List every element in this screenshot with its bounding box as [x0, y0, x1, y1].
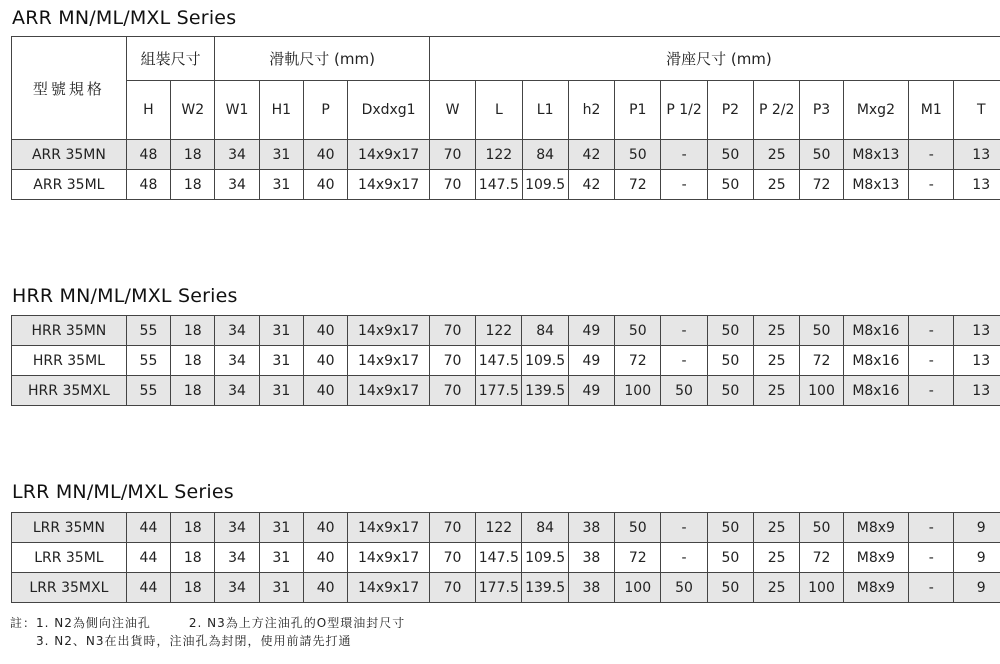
value-cell: 122	[476, 140, 522, 170]
value-cell: 25	[754, 376, 800, 406]
value-cell: 31	[259, 140, 303, 170]
value-cell: 100	[800, 376, 843, 406]
value-cell: 40	[303, 543, 347, 573]
value-cell: 31	[259, 346, 303, 376]
value-cell: 14x9x17	[348, 346, 430, 376]
value-cell: 25	[754, 346, 800, 376]
model-cell: LRR 35ML	[12, 543, 127, 573]
value-cell: 147.5	[476, 346, 522, 376]
value-cell: -	[909, 170, 954, 200]
value-cell: -	[909, 316, 954, 346]
value-cell: 70	[429, 543, 475, 573]
column-header: W2	[171, 81, 215, 140]
value-cell: 14x9x17	[348, 376, 430, 406]
value-cell: 18	[171, 346, 215, 376]
footnote-3: 3. N2、N3在出貨時，注油孔為封閉，使用前請先打通	[36, 634, 352, 648]
value-cell: -	[661, 170, 707, 200]
column-header: P 1/2	[661, 81, 707, 140]
value-cell: 25	[754, 543, 800, 573]
value-cell: 34	[215, 346, 259, 376]
model-cell: HRR 35MXL	[12, 376, 127, 406]
value-cell: 50	[800, 513, 843, 543]
value-cell: M8x13	[843, 140, 908, 170]
value-cell: 100	[615, 573, 661, 603]
model-cell: HRR 35ML	[12, 346, 127, 376]
value-cell: 100	[615, 376, 661, 406]
value-cell: 34	[215, 170, 259, 200]
model-cell: LRR 35MXL	[12, 573, 127, 603]
value-cell: 9	[954, 543, 1000, 573]
value-cell: 70	[429, 140, 475, 170]
value-cell: 34	[215, 513, 259, 543]
value-cell: 109.5	[522, 346, 568, 376]
value-cell: 72	[615, 170, 661, 200]
model-cell: LRR 35MN	[12, 513, 127, 543]
spec-table-arr	[11, 36, 1000, 200]
column-header: P3	[800, 81, 843, 140]
footnotes	[10, 614, 405, 650]
value-cell: 100	[800, 573, 843, 603]
spec-table-hrr	[11, 315, 1000, 406]
value-cell: 72	[800, 346, 843, 376]
value-cell: -	[909, 543, 954, 573]
value-cell: 177.5	[476, 376, 522, 406]
series-title-lrr: LRR MN/ML/MXL Series	[12, 481, 234, 503]
value-cell: 18	[171, 543, 215, 573]
value-cell: 34	[215, 573, 259, 603]
value-cell: 18	[171, 513, 215, 543]
value-cell: 31	[259, 376, 303, 406]
model-cell: HRR 35MN	[12, 316, 127, 346]
table-row	[12, 376, 1000, 406]
value-cell: 50	[707, 376, 753, 406]
value-cell: 109.5	[522, 170, 568, 200]
header-model: 型號規格	[12, 37, 127, 140]
value-cell: 18	[171, 573, 215, 603]
value-cell: M8x9	[843, 543, 908, 573]
value-cell: 50	[800, 316, 843, 346]
value-cell: 40	[303, 346, 347, 376]
value-cell: 25	[754, 316, 800, 346]
value-cell: 42	[568, 140, 614, 170]
value-cell: 34	[215, 376, 259, 406]
column-header: L	[476, 81, 522, 140]
column-header: P	[304, 81, 348, 140]
column-header: H	[126, 81, 170, 140]
value-cell: 50	[661, 376, 707, 406]
header-group-rail: 滑軌尺寸 (mm)	[215, 37, 429, 81]
value-cell: M8x16	[843, 376, 908, 406]
value-cell: M8x16	[843, 316, 908, 346]
value-cell: 18	[171, 140, 215, 170]
column-header: P2	[707, 81, 753, 140]
value-cell: 122	[476, 513, 522, 543]
model-cell: ARR 35ML	[12, 170, 127, 200]
column-header: P1	[615, 81, 661, 140]
column-header: T	[954, 81, 1000, 140]
value-cell: -	[909, 513, 954, 543]
value-cell: 50	[707, 346, 753, 376]
value-cell: 13	[954, 316, 1000, 346]
value-cell: 13	[954, 140, 1000, 170]
value-cell: 18	[171, 316, 215, 346]
value-cell: 55	[126, 346, 170, 376]
value-cell: 40	[303, 376, 347, 406]
value-cell: 25	[754, 573, 800, 603]
table-row	[12, 140, 1000, 170]
value-cell: -	[661, 513, 707, 543]
value-cell: 31	[259, 573, 303, 603]
value-cell: 25	[754, 513, 800, 543]
column-header: h2	[568, 81, 614, 140]
header-group-assembly: 組裝尺寸	[126, 37, 215, 81]
value-cell: 50	[800, 140, 843, 170]
value-cell: 25	[754, 170, 800, 200]
footnote-line-2	[10, 632, 405, 650]
column-header: Dxdxg1	[348, 81, 430, 140]
header-row-columns	[12, 81, 1000, 140]
value-cell: 50	[707, 573, 753, 603]
value-cell: 38	[568, 513, 614, 543]
value-cell: 147.5	[476, 170, 522, 200]
value-cell: 34	[215, 316, 259, 346]
value-cell: 44	[126, 513, 170, 543]
value-cell: 44	[126, 573, 170, 603]
table-row	[12, 316, 1000, 346]
series-title-arr: ARR MN/ML/MXL Series	[12, 7, 237, 29]
value-cell: 50	[615, 140, 661, 170]
value-cell: 70	[429, 170, 475, 200]
series-title-hrr: HRR MN/ML/MXL Series	[12, 285, 238, 307]
value-cell: 14x9x17	[348, 316, 430, 346]
value-cell: 70	[429, 513, 475, 543]
value-cell: -	[909, 346, 954, 376]
table-row	[12, 346, 1000, 376]
value-cell: 177.5	[476, 573, 522, 603]
value-cell: 40	[304, 140, 348, 170]
value-cell: 48	[126, 140, 170, 170]
value-cell: 38	[568, 543, 614, 573]
header-group-block: 滑座尺寸 (mm)	[429, 37, 1000, 81]
value-cell: 72	[800, 170, 843, 200]
value-cell: -	[661, 346, 707, 376]
value-cell: 72	[800, 543, 843, 573]
value-cell: 38	[568, 573, 614, 603]
footnote-line-1	[10, 614, 405, 632]
value-cell: 72	[615, 543, 661, 573]
table-row	[12, 513, 1000, 543]
column-header: Mxg2	[843, 81, 908, 140]
value-cell: 70	[429, 376, 475, 406]
value-cell: 18	[171, 376, 215, 406]
value-cell: 13	[954, 376, 1000, 406]
value-cell: 40	[304, 170, 348, 200]
spec-table-lrr	[11, 512, 1000, 603]
value-cell: 139.5	[522, 376, 568, 406]
value-cell: 14x9x17	[348, 573, 430, 603]
value-cell: 31	[259, 170, 303, 200]
value-cell: 50	[707, 140, 753, 170]
value-cell: -	[909, 376, 954, 406]
column-header: M1	[909, 81, 954, 140]
value-cell: M8x9	[843, 573, 908, 603]
column-header: H1	[259, 81, 303, 140]
value-cell: 31	[259, 543, 303, 573]
footnote-1: 1. N2為側向注油孔	[36, 616, 151, 630]
column-header: W	[429, 81, 475, 140]
table-row	[12, 573, 1000, 603]
value-cell: 147.5	[476, 543, 522, 573]
value-cell: 40	[303, 316, 347, 346]
value-cell: 31	[259, 316, 303, 346]
model-cell: ARR 35MN	[12, 140, 127, 170]
value-cell: 14x9x17	[348, 543, 430, 573]
value-cell: -	[661, 316, 707, 346]
value-cell: 55	[126, 316, 170, 346]
value-cell: 49	[568, 346, 614, 376]
value-cell: 84	[522, 140, 568, 170]
footnote-2: 2. N3為上方注油孔的O型環油封尺寸	[188, 616, 406, 630]
value-cell: 70	[429, 346, 475, 376]
value-cell: 50	[615, 316, 661, 346]
value-cell: 50	[707, 170, 753, 200]
value-cell: 44	[126, 543, 170, 573]
value-cell: 50	[707, 316, 753, 346]
value-cell: 40	[303, 513, 347, 543]
value-cell: 50	[661, 573, 707, 603]
value-cell: 31	[259, 513, 303, 543]
value-cell: 70	[429, 316, 475, 346]
value-cell: M8x13	[843, 170, 908, 200]
column-header: W1	[215, 81, 259, 140]
value-cell: 84	[522, 513, 568, 543]
value-cell: 109.5	[522, 543, 568, 573]
value-cell: 13	[954, 170, 1000, 200]
value-cell: 34	[215, 140, 259, 170]
value-cell: 50	[707, 513, 753, 543]
value-cell: 14x9x17	[348, 170, 430, 200]
footnote-prefix: 註：	[10, 616, 37, 630]
value-cell: M8x9	[843, 513, 908, 543]
value-cell: 55	[126, 376, 170, 406]
value-cell: M8x16	[843, 346, 908, 376]
value-cell: 122	[476, 316, 522, 346]
value-cell: 42	[568, 170, 614, 200]
value-cell: 48	[126, 170, 170, 200]
value-cell: 84	[522, 316, 568, 346]
value-cell: 50	[615, 513, 661, 543]
value-cell: 49	[568, 376, 614, 406]
table-row	[12, 170, 1000, 200]
value-cell: -	[661, 543, 707, 573]
value-cell: 72	[615, 346, 661, 376]
column-header: P 2/2	[754, 81, 800, 140]
value-cell: 70	[429, 573, 475, 603]
value-cell: 14x9x17	[348, 513, 430, 543]
value-cell: 40	[303, 573, 347, 603]
value-cell: 9	[954, 573, 1000, 603]
value-cell: 18	[171, 170, 215, 200]
value-cell: 50	[707, 543, 753, 573]
value-cell: 34	[215, 543, 259, 573]
value-cell: 49	[568, 316, 614, 346]
header-row-groups	[12, 37, 1000, 81]
table-row	[12, 543, 1000, 573]
column-header: L1	[522, 81, 568, 140]
value-cell: 139.5	[522, 573, 568, 603]
value-cell: 14x9x17	[348, 140, 430, 170]
value-cell: -	[909, 140, 954, 170]
value-cell: 9	[954, 513, 1000, 543]
value-cell: 25	[754, 140, 800, 170]
value-cell: 13	[954, 346, 1000, 376]
value-cell: -	[909, 573, 954, 603]
value-cell: -	[661, 140, 707, 170]
